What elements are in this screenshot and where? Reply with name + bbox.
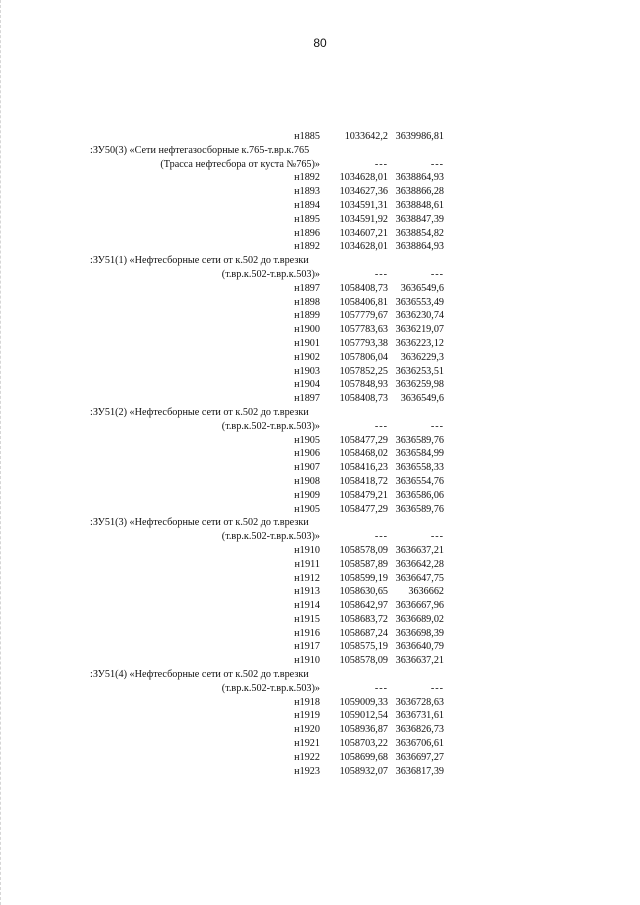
y-placeholder: --- — [430, 420, 444, 432]
coordinate-row — [0, 282, 640, 296]
parcel-header-line — [0, 268, 640, 282]
x-coordinate: 1058468,02 — [339, 448, 388, 460]
parcel-title: :ЗУ51(1) «Нефтесборные сети от к.502 до т.врезки — [90, 255, 309, 267]
point-id: н1897 — [294, 393, 320, 405]
x-coordinate: 1058418,72 — [339, 475, 388, 487]
point-id: н1913 — [294, 586, 320, 598]
point-id: н1892 — [294, 172, 320, 184]
y-coordinate: 3636706,61 — [395, 738, 444, 750]
y-placeholder: --- — [430, 158, 444, 170]
coordinate-row — [0, 489, 640, 503]
point-id: н1893 — [294, 186, 320, 198]
parcel-block — [0, 668, 640, 778]
y-coordinate: 3636667,96 — [395, 600, 444, 612]
x-coordinate: 1057806,04 — [339, 351, 388, 363]
parcel-title: :ЗУ51(2) «Нефтесборные сети от к.502 до т.врезки — [90, 406, 309, 418]
point-id: н1914 — [294, 600, 320, 612]
parcel-title: :ЗУ50(3) «Сети нефтегазосборные к.765-т.вр.к.765 — [90, 144, 310, 156]
parcel-block — [0, 254, 640, 406]
coordinate-row — [0, 544, 640, 558]
x-coordinate: 1058408,73 — [339, 393, 388, 405]
y-coordinate: 3636647,75 — [395, 572, 444, 584]
y-coordinate: 3636586,06 — [395, 489, 444, 501]
point-id: н1907 — [294, 462, 320, 474]
x-coordinate: 1057783,63 — [339, 324, 388, 336]
coordinate-row — [0, 613, 640, 627]
parcel-subtitle: (т.вр.к.502-т.вр.к.503)» — [221, 420, 320, 432]
y-coordinate: 3636689,02 — [395, 613, 444, 625]
y-coordinate: 3636662 — [408, 586, 444, 598]
y-coordinate: 3636589,76 — [395, 503, 444, 515]
point-id: н1910 — [294, 655, 320, 667]
parcel-header-line — [0, 406, 640, 420]
page-number: 80 — [313, 36, 327, 50]
x-placeholder: --- — [374, 268, 388, 280]
x-placeholder: --- — [374, 158, 388, 170]
x-placeholder: --- — [374, 682, 388, 694]
coordinate-row — [0, 475, 640, 489]
point-id: н1922 — [294, 751, 320, 763]
point-id: н1921 — [294, 738, 320, 750]
y-coordinate: 3638848,61 — [395, 199, 444, 211]
x-coordinate: 1034591,92 — [339, 213, 388, 225]
point-id: н1905 — [294, 503, 320, 515]
x-coordinate: 1034628,01 — [339, 241, 388, 253]
point-id: н1892 — [294, 241, 320, 253]
y-coordinate: 3636584,99 — [395, 448, 444, 460]
y-coordinate: 3636219,07 — [395, 324, 444, 336]
x-coordinate: 1058932,07 — [339, 765, 388, 777]
parcel-subtitle: (т.вр.к.502-т.вр.к.503)» — [221, 531, 320, 543]
x-coordinate: 1034591,31 — [339, 199, 388, 211]
coordinate-row — [0, 696, 640, 710]
parcel-header-line — [0, 682, 640, 696]
coordinate-row — [0, 503, 640, 517]
y-coordinate: 3636229,3 — [400, 351, 444, 363]
x-coordinate: 1058699,68 — [339, 751, 388, 763]
x-coordinate: 1034607,21 — [339, 227, 388, 239]
point-id: н1899 — [294, 310, 320, 322]
coordinate-row — [0, 199, 640, 213]
parcel-block — [0, 144, 640, 254]
point-id: н1905 — [294, 434, 320, 446]
x-placeholder: --- — [374, 420, 388, 432]
point-id: н1918 — [294, 696, 320, 708]
x-coordinate: 1034627,36 — [339, 186, 388, 198]
x-coordinate: 1058578,09 — [339, 544, 388, 556]
x-coordinate: 1057793,38 — [339, 337, 388, 349]
point-id: н1916 — [294, 627, 320, 639]
y-coordinate: 3636230,74 — [395, 310, 444, 322]
point-id: н1903 — [294, 365, 320, 377]
parcel-header-line — [0, 144, 640, 158]
x-coordinate: 1058599,19 — [339, 572, 388, 584]
point-id: н1920 — [294, 724, 320, 736]
point-id: н1919 — [294, 710, 320, 722]
coordinate-row — [0, 365, 640, 379]
coordinate-row — [0, 572, 640, 586]
coordinate-row — [0, 296, 640, 310]
parcel-header-line — [0, 158, 640, 172]
y-coordinate: 3636554,76 — [395, 475, 444, 487]
point-id: н1909 — [294, 489, 320, 501]
point-id: н1911 — [294, 558, 320, 570]
y-coordinate: 3636558,33 — [395, 462, 444, 474]
coordinate-row — [0, 227, 640, 241]
x-coordinate: 1059012,54 — [339, 710, 388, 722]
coordinate-row — [0, 765, 640, 779]
y-coordinate: 3636817,39 — [395, 765, 444, 777]
parcel-header-line — [0, 530, 640, 544]
y-coordinate: 3636698,39 — [395, 627, 444, 639]
y-coordinate: 3636589,76 — [395, 434, 444, 446]
coordinate-row — [0, 447, 640, 461]
coordinate-row — [0, 240, 640, 254]
x-coordinate: 1034628,01 — [339, 172, 388, 184]
point-id: н1910 — [294, 544, 320, 556]
x-coordinate: 1058575,19 — [339, 641, 388, 653]
y-coordinate: 3636637,21 — [395, 544, 444, 556]
point-id: н1896 — [294, 227, 320, 239]
y-coordinate: 3636731,61 — [395, 710, 444, 722]
y-coordinate: 3636697,27 — [395, 751, 444, 763]
coordinate-row — [0, 558, 640, 572]
coordinate-row — [0, 378, 640, 392]
point-id: н1902 — [294, 351, 320, 363]
coordinate-row — [0, 461, 640, 475]
x-coordinate: 1057779,67 — [339, 310, 388, 322]
y-coordinate: 3636223,12 — [395, 337, 444, 349]
parcel-subtitle: (т.вр.к.502-т.вр.к.503)» — [221, 268, 320, 280]
x-placeholder: --- — [374, 531, 388, 543]
parcel-block — [0, 516, 640, 668]
point-id: н1895 — [294, 213, 320, 225]
y-coordinate: 3636553,49 — [395, 296, 444, 308]
point-id: н1897 — [294, 282, 320, 294]
x-coordinate: 1058687,24 — [339, 627, 388, 639]
point-id: н1917 — [294, 641, 320, 653]
coordinate-row — [0, 723, 640, 737]
x-coordinate: 1058936,87 — [339, 724, 388, 736]
coordinate-row — [0, 337, 640, 351]
coordinate-row — [0, 171, 640, 185]
x-coordinate: 1057852,25 — [339, 365, 388, 377]
point-id: н1904 — [294, 379, 320, 391]
coordinate-row — [0, 351, 640, 365]
parcel-block — [0, 406, 640, 516]
parcel-header-line — [0, 516, 640, 530]
point-id: н1908 — [294, 475, 320, 487]
point-id: н1898 — [294, 296, 320, 308]
x-coordinate: 1033642,2 — [344, 131, 388, 142]
parcel-header-line — [0, 254, 640, 268]
parcel-header-line — [0, 668, 640, 682]
y-coordinate: 3636642,28 — [395, 558, 444, 570]
coordinate-row — [0, 599, 640, 613]
parcel-subtitle: (Трасса нефтесбора от куста №765)» — [160, 158, 320, 170]
coordinate-row — [0, 654, 640, 668]
coordinate-row — [0, 185, 640, 199]
x-coordinate: 1057848,93 — [339, 379, 388, 391]
y-coordinate: 3636259,98 — [395, 379, 444, 391]
y-placeholder: --- — [430, 268, 444, 280]
parcel-title: :ЗУ51(4) «Нефтесборные сети от к.502 до т.врезки — [90, 669, 309, 681]
point-id: н1900 — [294, 324, 320, 336]
x-coordinate: 1058408,73 — [339, 282, 388, 294]
y-coordinate: 3638864,93 — [395, 241, 444, 253]
coordinate-row — [0, 130, 640, 144]
y-coordinate: 3639986,81 — [395, 131, 444, 142]
y-coordinate: 3638866,28 — [395, 186, 444, 198]
y-coordinate: 3636253,51 — [395, 365, 444, 377]
y-coordinate: 3638847,39 — [395, 213, 444, 225]
coordinates-list — [0, 130, 640, 778]
coordinate-row — [0, 640, 640, 654]
y-coordinate: 3636826,73 — [395, 724, 444, 736]
y-coordinate: 3638864,93 — [395, 172, 444, 184]
y-coordinate: 3636549,6 — [400, 393, 444, 405]
coordinate-row — [0, 434, 640, 448]
x-coordinate: 1058477,29 — [339, 503, 388, 515]
point-id: н1912 — [294, 572, 320, 584]
x-coordinate: 1058642,97 — [339, 600, 388, 612]
point-id: н1901 — [294, 337, 320, 349]
coordinate-row — [0, 709, 640, 723]
x-coordinate: 1058683,72 — [339, 613, 388, 625]
y-coordinate: 3636640,79 — [395, 641, 444, 653]
coordinate-row — [0, 392, 640, 406]
x-coordinate: 1058416,23 — [339, 462, 388, 474]
y-coordinate: 3636728,63 — [395, 696, 444, 708]
coordinate-row — [0, 323, 640, 337]
coordinate-row — [0, 213, 640, 227]
y-placeholder: --- — [430, 531, 444, 543]
x-coordinate: 1058578,09 — [339, 655, 388, 667]
coordinate-row — [0, 751, 640, 765]
parcel-subtitle: (т.вр.к.502-т.вр.к.503)» — [221, 682, 320, 694]
coordinate-row — [0, 585, 640, 599]
x-coordinate: 1058477,29 — [339, 434, 388, 446]
parcel-block — [0, 130, 640, 144]
x-coordinate: 1058703,22 — [339, 738, 388, 750]
point-id: н1894 — [294, 199, 320, 211]
parcel-header-line — [0, 420, 640, 434]
x-coordinate: 1058630,65 — [339, 586, 388, 598]
point-id: н1915 — [294, 613, 320, 625]
point-id: н1923 — [294, 765, 320, 777]
y-coordinate: 3638854,82 — [395, 227, 444, 239]
parcel-title: :ЗУ51(3) «Нефтесборные сети от к.502 до т.врезки — [90, 517, 309, 529]
y-placeholder: --- — [430, 682, 444, 694]
x-coordinate: 1058406,81 — [339, 296, 388, 308]
point-id: н1885 — [294, 131, 320, 142]
coordinate-row — [0, 309, 640, 323]
x-coordinate: 1058479,21 — [339, 489, 388, 501]
coordinate-row — [0, 737, 640, 751]
y-coordinate: 3636637,21 — [395, 655, 444, 667]
y-coordinate: 3636549,6 — [400, 282, 444, 294]
point-id: н1906 — [294, 448, 320, 460]
x-coordinate: 1059009,33 — [339, 696, 388, 708]
x-coordinate: 1058587,89 — [339, 558, 388, 570]
coordinate-row — [0, 627, 640, 641]
